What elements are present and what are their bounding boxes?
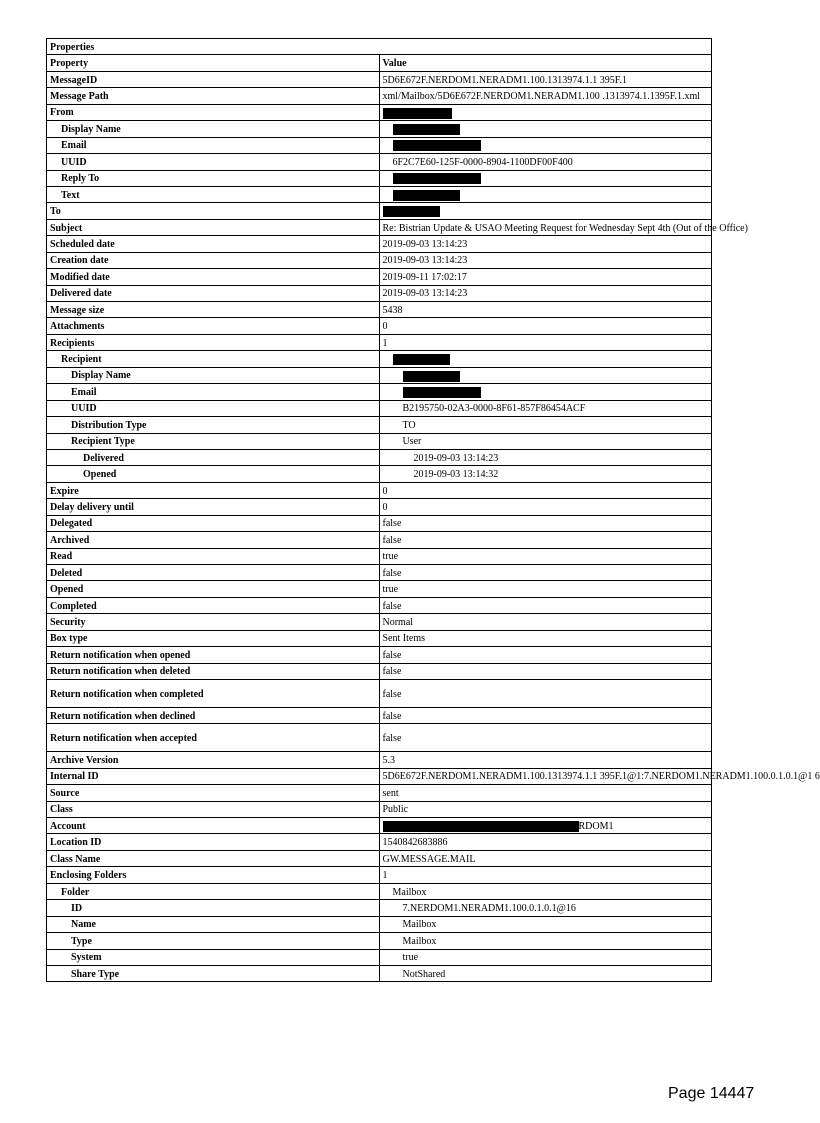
property-value: RDOM1 [379,818,712,834]
property-value: Mailbox [379,933,712,949]
table-row [47,532,712,548]
property-value: 7.NERDOM1.NERADM1.100.0.1.0.1@16 [379,900,712,916]
table-row [47,351,712,367]
property-value: xml/Mailbox/5D6E672F.NERDOM1.NERADM1.100 .1313974.1.1395F.1.xml [379,88,712,104]
property-key: Return notification when deleted [47,663,380,679]
table-row [47,614,712,630]
table-row [47,680,712,708]
property-key: Type [47,933,380,949]
property-key: Modified date [47,269,380,285]
property-value [379,351,712,367]
table-row [47,252,712,268]
redaction-block [393,140,481,151]
table-row [47,724,712,752]
table-row [47,581,712,597]
table-row [47,949,712,965]
property-key: UUID [47,400,380,416]
property-key: Opened [47,466,380,482]
table-row [47,499,712,515]
redaction-block [383,108,452,119]
property-key: From [47,104,380,120]
property-key: Display Name [47,121,380,137]
property-key: Return notification when completed [47,680,380,708]
property-key: Archived [47,532,380,548]
table-row [47,449,712,465]
property-value: true [379,949,712,965]
table-row [47,334,712,350]
property-key: Location ID [47,834,380,850]
property-value: 2019-09-11 17:02:17 [379,269,712,285]
table-row [47,137,712,153]
property-key: Delay delivery until [47,499,380,515]
property-key: Delivered date [47,285,380,301]
table-row [47,785,712,801]
property-key: Return notification when opened [47,647,380,663]
property-key: Display Name [47,367,380,383]
column-header-value: Value [379,55,712,71]
property-value: Re: Bistrian Update & USAO Meeting Request for Wednesday Sept 4th (Out of the Office) [379,219,712,235]
property-key: UUID [47,154,380,170]
property-value: false [379,597,712,613]
redaction-block [403,387,481,398]
property-value [379,367,712,383]
table-row [47,548,712,564]
property-key: To [47,203,380,219]
table-row [47,597,712,613]
property-value [379,186,712,202]
table-row [47,186,712,202]
property-value: Sent Items [379,630,712,646]
property-value [379,121,712,137]
property-key: Delivered [47,449,380,465]
property-value: 1 [379,867,712,883]
table-row [47,203,712,219]
property-key: Recipients [47,334,380,350]
property-value: 2019-09-03 13:14:23 [379,236,712,252]
property-value: Mailbox [379,883,712,899]
property-value: 1540842683886 [379,834,712,850]
property-value: Mailbox [379,916,712,932]
property-key: Class Name [47,850,380,866]
property-key: Class [47,801,380,817]
table-row [47,285,712,301]
property-value: 5438 [379,302,712,318]
table-row [47,482,712,498]
property-value: false [379,707,712,723]
property-value: TO [379,417,712,433]
property-value: 5.3 [379,752,712,768]
table-row [47,71,712,87]
table-row [47,302,712,318]
property-value: false [379,724,712,752]
property-key: Folder [47,883,380,899]
redaction-block [403,371,460,382]
table-row [47,400,712,416]
table-row [47,367,712,383]
property-value: User [379,433,712,449]
table-title-row [47,39,712,55]
property-key: Scheduled date [47,236,380,252]
table-row [47,933,712,949]
property-value: 0 [379,499,712,515]
property-key: Delegated [47,515,380,531]
property-value: false [379,663,712,679]
property-key: System [47,949,380,965]
page-number: Page 14447 [668,1085,755,1102]
property-value [379,203,712,219]
table-row [47,647,712,663]
table-row [47,965,712,981]
table-row [47,466,712,482]
property-key: Opened [47,581,380,597]
property-key: Return notification when declined [47,707,380,723]
property-value: false [379,565,712,581]
property-value: true [379,581,712,597]
property-value: 0 [379,482,712,498]
property-key: Message Path [47,88,380,104]
property-value: true [379,548,712,564]
table-row [47,417,712,433]
property-value: sent [379,785,712,801]
table-row [47,170,712,186]
property-value: 2019-09-03 13:14:32 [379,466,712,482]
column-header-property: Property [47,55,380,71]
property-key: Account [47,818,380,834]
property-value: Normal [379,614,712,630]
property-value: NotShared [379,965,712,981]
table-row [47,318,712,334]
redaction-block [393,124,460,135]
table-row [47,768,712,784]
redaction-block [383,206,440,217]
property-value: 5D6E672F.NERDOM1.NERADM1.100.1313974.1.1 395F.1@1:7.NERDOM1.NERADM1.100.0.1.0.1@1 6 [379,768,712,784]
property-value: false [379,515,712,531]
table-row [47,384,712,400]
table-row [47,707,712,723]
table-row [47,565,712,581]
property-key: Message size [47,302,380,318]
property-value: B2195750-02A3-0000-8F61-857F86454ACF [379,400,712,416]
property-value: false [379,647,712,663]
table-row [47,104,712,120]
property-value: false [379,680,712,708]
property-key: Email [47,137,380,153]
table-row [47,515,712,531]
property-key: Box type [47,630,380,646]
property-key: Completed [47,597,380,613]
property-key: Expire [47,482,380,498]
property-key: Internal ID [47,768,380,784]
property-value: GW.MESSAGE.MAIL [379,850,712,866]
redaction-block [383,821,579,832]
redaction-block [393,190,460,201]
property-value: Public [379,801,712,817]
property-value [379,170,712,186]
property-key: Reply To [47,170,380,186]
property-key: ID [47,900,380,916]
table-row [47,154,712,170]
table-row [47,88,712,104]
property-value: 1 [379,334,712,350]
property-value: 2019-09-03 13:14:23 [379,252,712,268]
property-value: 0 [379,318,712,334]
property-key: Share Type [47,965,380,981]
property-value: 2019-09-03 13:14:23 [379,449,712,465]
property-value: 6F2C7E60-125F-0000-8904-1100DF00F400 [379,154,712,170]
property-key: Read [47,548,380,564]
property-key: Attachments [47,318,380,334]
property-key: Archive Version [47,752,380,768]
properties-table [46,38,820,982]
table-row [47,834,712,850]
property-key: Recipient [47,351,380,367]
redaction-block [393,354,450,365]
table-row [47,236,712,252]
table-row [47,630,712,646]
property-key: Distribution Type [47,417,380,433]
table-row [47,867,712,883]
property-key: Return notification when accepted [47,724,380,752]
table-row [47,850,712,866]
property-value: 5D6E672F.NERDOM1.NERADM1.100.1313974.1.1 395F.1 [379,71,712,87]
property-key: Enclosing Folders [47,867,380,883]
property-key: Subject [47,219,380,235]
property-value [379,104,712,120]
property-value [379,384,712,400]
property-key: Text [47,186,380,202]
table-row [47,818,712,834]
table-header-row [47,55,712,71]
property-key: Source [47,785,380,801]
property-value [379,137,712,153]
redaction-block [393,173,481,184]
property-key: Recipient Type [47,433,380,449]
property-key: Email [47,384,380,400]
property-value: 2019-09-03 13:14:23 [379,285,712,301]
property-key: Deleted [47,565,380,581]
section-title: Properties [47,39,712,55]
table-row [47,883,712,899]
table-row [47,900,712,916]
table-row [47,663,712,679]
table-row [47,752,712,768]
property-key: Name [47,916,380,932]
table-row [47,121,712,137]
table-row [47,801,712,817]
table-row [47,219,712,235]
property-value: false [379,532,712,548]
table-row [47,269,712,285]
table-row [47,916,712,932]
property-key: Security [47,614,380,630]
property-key: Creation date [47,252,380,268]
table-row [47,433,712,449]
property-key: MessageID [47,71,380,87]
